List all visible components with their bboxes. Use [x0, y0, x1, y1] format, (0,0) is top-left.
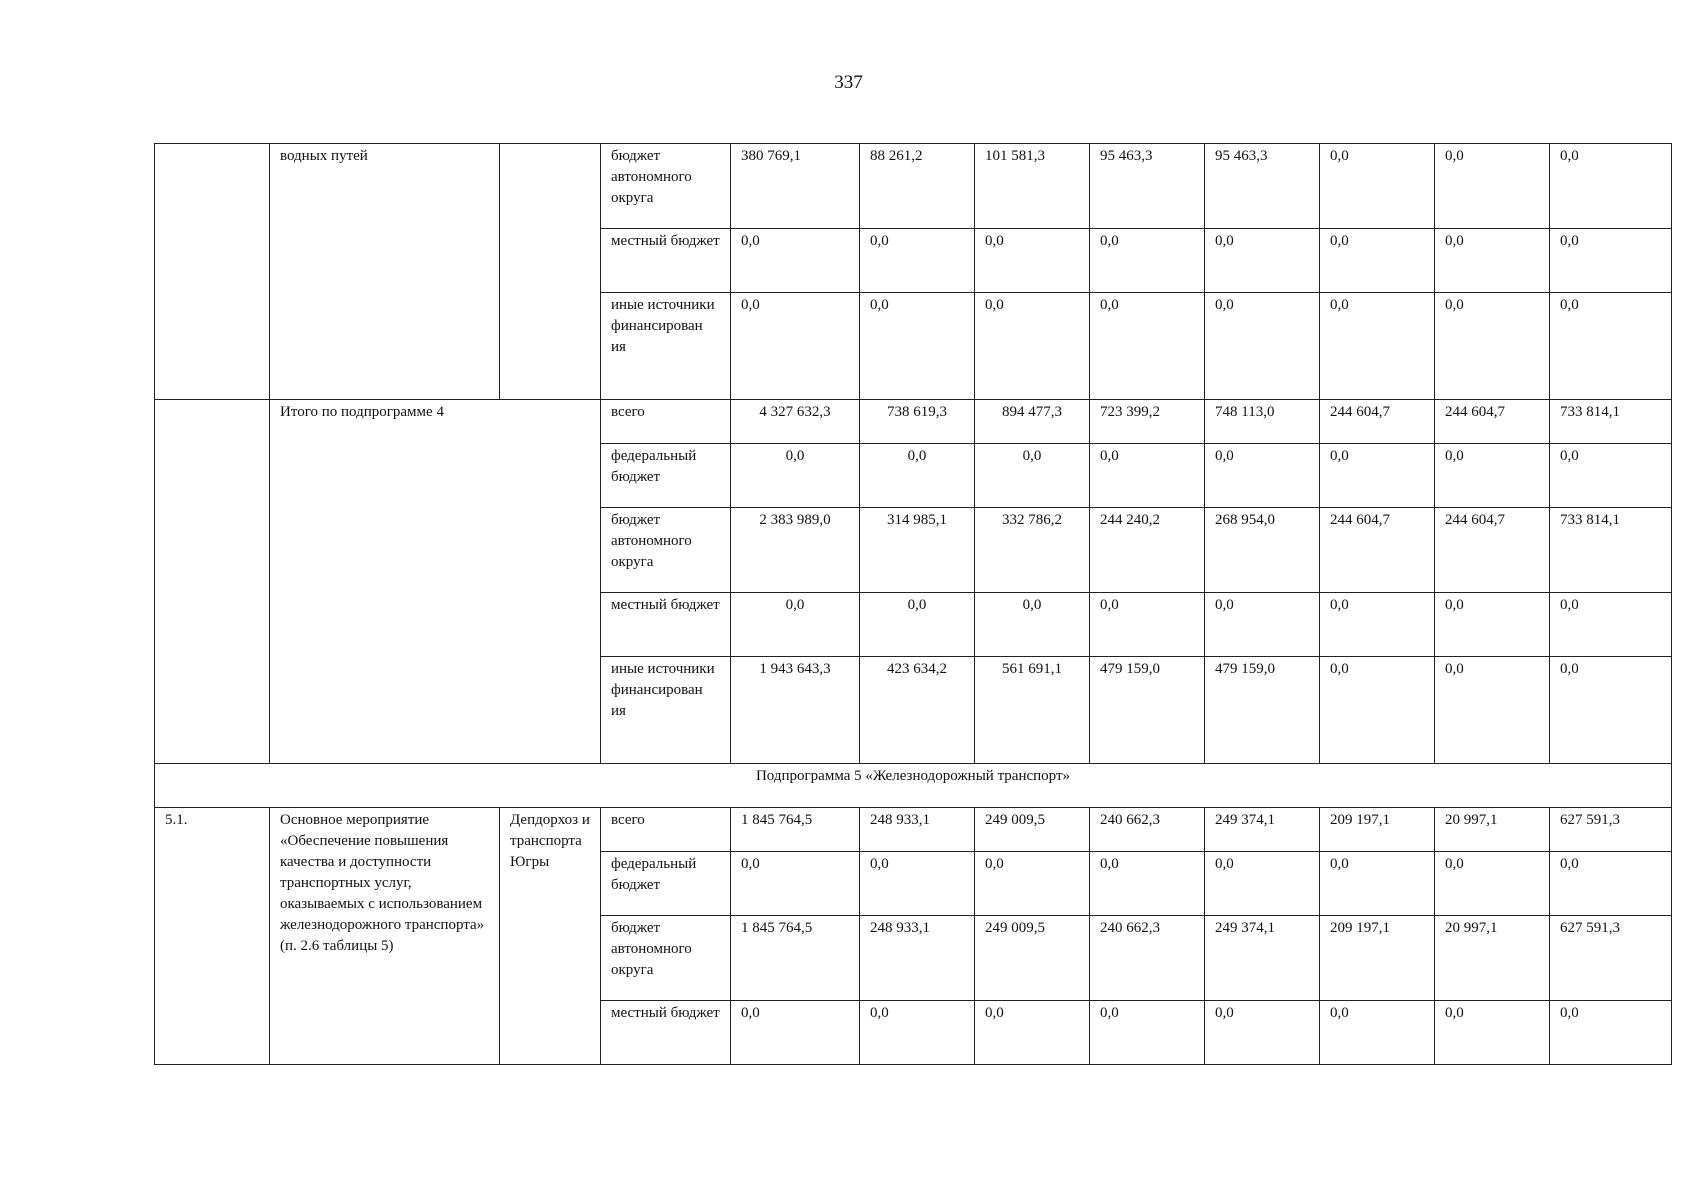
value-cell: 95 463,3 [1205, 144, 1320, 229]
value-cell: 0,0 [860, 593, 975, 657]
value-cell: 723 399,2 [1090, 400, 1205, 444]
value-cell: 627 591,3 [1550, 916, 1672, 1001]
value-cell: 88 261,2 [860, 144, 975, 229]
value-cell: 244 604,7 [1435, 400, 1550, 444]
value-cell: 0,0 [1320, 229, 1435, 293]
value-cell: 249 009,5 [975, 808, 1090, 852]
value-cell: 332 786,2 [975, 508, 1090, 593]
value-cell: 0,0 [1435, 852, 1550, 916]
table-row [155, 808, 1672, 852]
value-cell: 314 985,1 [860, 508, 975, 593]
value-cell: 380 769,1 [731, 144, 860, 229]
value-cell: 0,0 [1550, 657, 1672, 764]
value-cell: 0,0 [860, 293, 975, 400]
value-cell: 733 814,1 [1550, 400, 1672, 444]
value-cell: 0,0 [1205, 293, 1320, 400]
value-cell: 0,0 [1320, 144, 1435, 229]
value-cell: 479 159,0 [1090, 657, 1205, 764]
value-cell: 0,0 [1435, 593, 1550, 657]
value-cell: 0,0 [860, 1001, 975, 1065]
row-number-cell [155, 400, 270, 764]
activity-name-cell: водных путей [270, 144, 500, 400]
value-cell: 0,0 [1550, 229, 1672, 293]
activity-name-cell: Основное мероприятие «Обеспечение повышения качества и доступности транспортных услуг, оказываемых с использованием железнодорожного транспорта» (п. 2.6 таблицы 5) [270, 808, 500, 1065]
table-row [155, 400, 1672, 444]
value-cell: 0,0 [731, 593, 860, 657]
funding-source-cell: бюджет автономного округа [601, 508, 731, 593]
value-cell: 240 662,3 [1090, 808, 1205, 852]
value-cell: 0,0 [1205, 229, 1320, 293]
value-cell: 1 845 764,5 [731, 808, 860, 852]
value-cell: 2 383 989,0 [731, 508, 860, 593]
value-cell: 733 814,1 [1550, 508, 1672, 593]
budget-table [154, 143, 1672, 1065]
value-cell: 0,0 [975, 852, 1090, 916]
value-cell: 0,0 [975, 444, 1090, 508]
value-cell: 423 634,2 [860, 657, 975, 764]
value-cell: 244 240,2 [1090, 508, 1205, 593]
value-cell: 0,0 [1435, 293, 1550, 400]
value-cell: 0,0 [731, 293, 860, 400]
funding-source-cell: иные источники финансирован ия [601, 293, 731, 400]
funding-source-cell: местный бюджет [601, 593, 731, 657]
value-cell: 20 997,1 [1435, 808, 1550, 852]
funding-source-cell: иные источники финансирован ия [601, 657, 731, 764]
subprogram-title: Подпрограмма 5 «Железнодорожный транспорт» [155, 764, 1672, 808]
value-cell: 244 604,7 [1320, 400, 1435, 444]
value-cell: 561 691,1 [975, 657, 1090, 764]
value-cell: 0,0 [1090, 1001, 1205, 1065]
value-cell: 0,0 [1550, 852, 1672, 916]
funding-source-cell: местный бюджет [601, 1001, 731, 1065]
value-cell: 0,0 [1550, 1001, 1672, 1065]
value-cell: 748 113,0 [1205, 400, 1320, 444]
value-cell: 0,0 [731, 229, 860, 293]
value-cell: 20 997,1 [1435, 916, 1550, 1001]
value-cell: 249 374,1 [1205, 808, 1320, 852]
value-cell: 0,0 [731, 852, 860, 916]
table-row [155, 144, 1672, 229]
value-cell: 244 604,7 [1435, 508, 1550, 593]
value-cell: 0,0 [860, 229, 975, 293]
value-cell: 0,0 [1090, 229, 1205, 293]
value-cell: 0,0 [1090, 593, 1205, 657]
value-cell: 0,0 [1090, 852, 1205, 916]
page-number: 337 [834, 72, 863, 93]
value-cell: 101 581,3 [975, 144, 1090, 229]
value-cell: 0,0 [1435, 229, 1550, 293]
value-cell: 1 943 643,3 [731, 657, 860, 764]
value-cell: 0,0 [1205, 444, 1320, 508]
value-cell: 0,0 [1435, 144, 1550, 229]
value-cell: 0,0 [975, 593, 1090, 657]
funding-source-cell: всего [601, 808, 731, 852]
value-cell: 627 591,3 [1550, 808, 1672, 852]
value-cell: 0,0 [975, 1001, 1090, 1065]
value-cell: 240 662,3 [1090, 916, 1205, 1001]
value-cell: 0,0 [1550, 293, 1672, 400]
value-cell: 0,0 [860, 444, 975, 508]
value-cell: 0,0 [1090, 444, 1205, 508]
funding-source-cell: всего [601, 400, 731, 444]
value-cell: 0,0 [731, 1001, 860, 1065]
value-cell: 0,0 [1320, 852, 1435, 916]
executor-cell: Депдорхоз и транспорта Югры [500, 808, 601, 1065]
total-label-cell: Итого по подпрограмме 4 [270, 400, 601, 764]
value-cell: 479 159,0 [1205, 657, 1320, 764]
funding-source-cell: местный бюджет [601, 229, 731, 293]
value-cell: 244 604,7 [1320, 508, 1435, 593]
value-cell: 0,0 [1435, 1001, 1550, 1065]
value-cell: 0,0 [1320, 444, 1435, 508]
funding-source-cell: бюджет автономного округа [601, 916, 731, 1001]
value-cell: 1 845 764,5 [731, 916, 860, 1001]
value-cell: 0,0 [975, 293, 1090, 400]
value-cell: 248 933,1 [860, 916, 975, 1001]
executor-cell [500, 144, 601, 400]
value-cell: 248 933,1 [860, 808, 975, 852]
value-cell: 0,0 [1320, 293, 1435, 400]
value-cell: 0,0 [1435, 657, 1550, 764]
value-cell: 249 009,5 [975, 916, 1090, 1001]
value-cell: 209 197,1 [1320, 808, 1435, 852]
value-cell: 0,0 [1550, 444, 1672, 508]
value-cell: 894 477,3 [975, 400, 1090, 444]
value-cell: 0,0 [975, 229, 1090, 293]
section-header-row [155, 764, 1672, 808]
value-cell: 209 197,1 [1320, 916, 1435, 1001]
value-cell: 0,0 [1090, 293, 1205, 400]
value-cell: 0,0 [1205, 1001, 1320, 1065]
value-cell: 249 374,1 [1205, 916, 1320, 1001]
value-cell: 738 619,3 [860, 400, 975, 444]
value-cell: 0,0 [1550, 593, 1672, 657]
value-cell: 0,0 [1320, 593, 1435, 657]
value-cell: 0,0 [1550, 144, 1672, 229]
value-cell: 4 327 632,3 [731, 400, 860, 444]
value-cell: 0,0 [1205, 593, 1320, 657]
funding-source-cell: федеральный бюджет [601, 444, 731, 508]
value-cell: 0,0 [1320, 657, 1435, 764]
value-cell: 0,0 [860, 852, 975, 916]
row-number-cell [155, 144, 270, 400]
value-cell: 268 954,0 [1205, 508, 1320, 593]
funding-source-cell: бюджет автономного округа [601, 144, 731, 229]
row-number-cell: 5.1. [155, 808, 270, 1065]
value-cell: 0,0 [1435, 444, 1550, 508]
value-cell: 0,0 [1205, 852, 1320, 916]
value-cell: 0,0 [1320, 1001, 1435, 1065]
funding-source-cell: федеральный бюджет [601, 852, 731, 916]
value-cell: 0,0 [731, 444, 860, 508]
value-cell: 95 463,3 [1090, 144, 1205, 229]
